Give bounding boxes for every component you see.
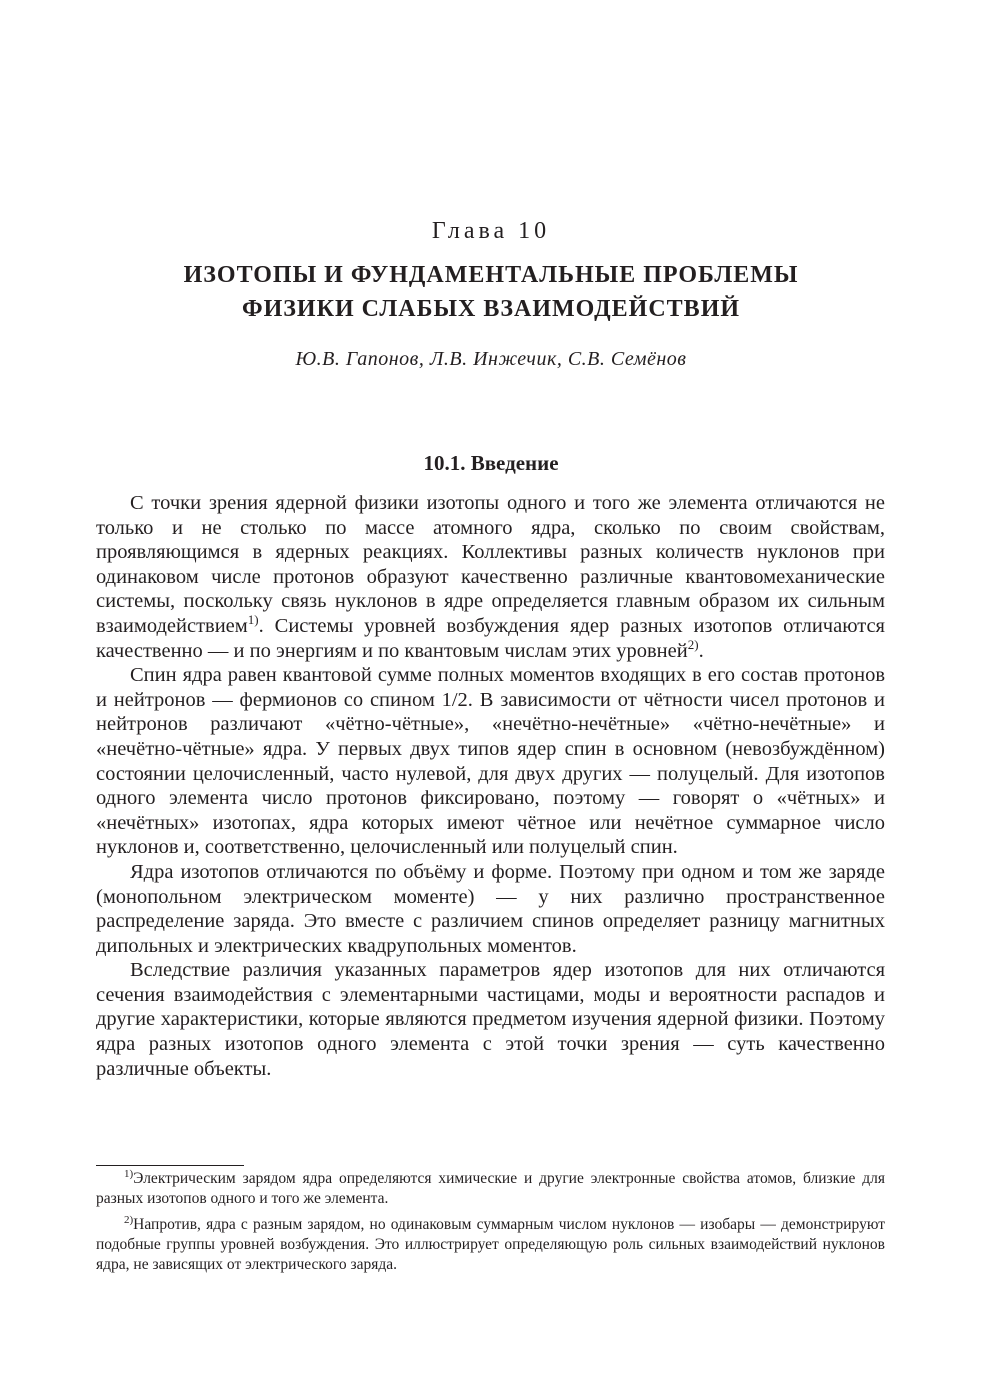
- paragraph-1-text-c: .: [698, 639, 704, 662]
- chapter-title-line-2: ФИЗИКИ СЛАБЫХ ВЗАИМОДЕЙСТВИЙ: [241, 296, 741, 322]
- footnote-1-mark: 1): [124, 1168, 134, 1180]
- chapter-title: [0, 258, 982, 326]
- footnote-ref-1[interactable]: 1): [247, 611, 259, 627]
- section-heading: 10.1. Введение: [423, 451, 559, 475]
- chapter-authors: Ю.В. Гапонов, Л.В. Инжечик, С.В. Семёнов: [295, 348, 687, 370]
- footnote-2-text: Напротив, ядра с разным зарядом, но одинаковым суммарным числом нуклонов — изобары — демонстрируют подобные группы уровней возбуждения. Это иллюстрирует определяющую роль сильных взаимодействий нуклонов ядра, не зависящих от электрического заряда.: [96, 1216, 885, 1273]
- section-body: [96, 491, 885, 1081]
- chapter-label: Глава 10: [431, 218, 551, 244]
- chapter-title-line-1: ИЗОТОПЫ И ФУНДАМЕНТАЛЬНЫЕ ПРОБЛЕМЫ: [183, 262, 799, 288]
- footnote-2-mark: 2): [124, 1214, 134, 1226]
- footnote-1-text: Электрическим зарядом ядра определяются химические и другие электронные свойства атомов, близкие для разных изотопов одного и того же элемента.: [96, 1170, 885, 1207]
- footnote-1: [96, 1169, 885, 1209]
- paragraph-2: Спин ядра равен квантовой сумме полных моментов входящих в его состав протонов и нейтронов — фермионов со спином 1/2. В зависимости от чётности чисел протонов и нейтронов различают «чётно-чётные», «нечётно-нечётные» «чётно-нечётные» и «нечётно-чётные» ядра. У первых двух типов ядер спин в основном (невозбуждённом) состоянии целочисленный, часто нулевой, для двух других — полуцелый. Для изотопов одного элемента число протонов фиксировано, поэтому — говорят о «чётных» и «нечётных» изотопах, ядра которых имеют чётное или нечётное суммарное число нуклонов и, соответственно, целочисленный или полуцелый спин.: [96, 664, 885, 859]
- paragraph-1: [96, 491, 885, 663]
- footnote-ref-2[interactable]: 2): [687, 636, 699, 652]
- footnotes: [96, 1169, 885, 1281]
- paragraph-1-text-a: С точки зрения ядерной физики изотопы одного и того же элемента отличаются не только и не столько по массе атомного ядра, сколько по своим свойствам, проявляющимся в ядерных реакциях. Коллективы разных количеств нуклонов при одинаковом числе протонов образуют качественно различные квантовомеханические системы, поскольку связь нуклонов в ядре определяется главным образом их сильным взаимодействием: [96, 492, 885, 637]
- footnote-2: [96, 1215, 885, 1275]
- paragraph-3: Ядра изотопов отличаются по объёму и форме. Поэтому при одном и том же заряде (монопольном электрическом моменте) — у них различно пространственное распределение заряда. Это вместе с различием спинов определяет разницу магнитных дипольных и электрических квадрупольных моментов.: [96, 860, 885, 957]
- paragraph-4: Вследствие различия указанных параметров ядер изотопов для них отличаются сечения взаимодействия с элементарными частицами, моды и вероятности распадов и другие характеристики, которые являются предметом изучения ядерной физики. Поэтому ядра разных изотопов одного элемента с этой точки зрения — суть качественно различные объекты.: [96, 959, 885, 1080]
- paragraph-1-text-b: . Системы уровней возбуждения ядер разных изотопов отличаются качественно — и по энергиям и по квантовым числам этих уровней: [96, 614, 885, 662]
- footnote-divider: [96, 1165, 244, 1166]
